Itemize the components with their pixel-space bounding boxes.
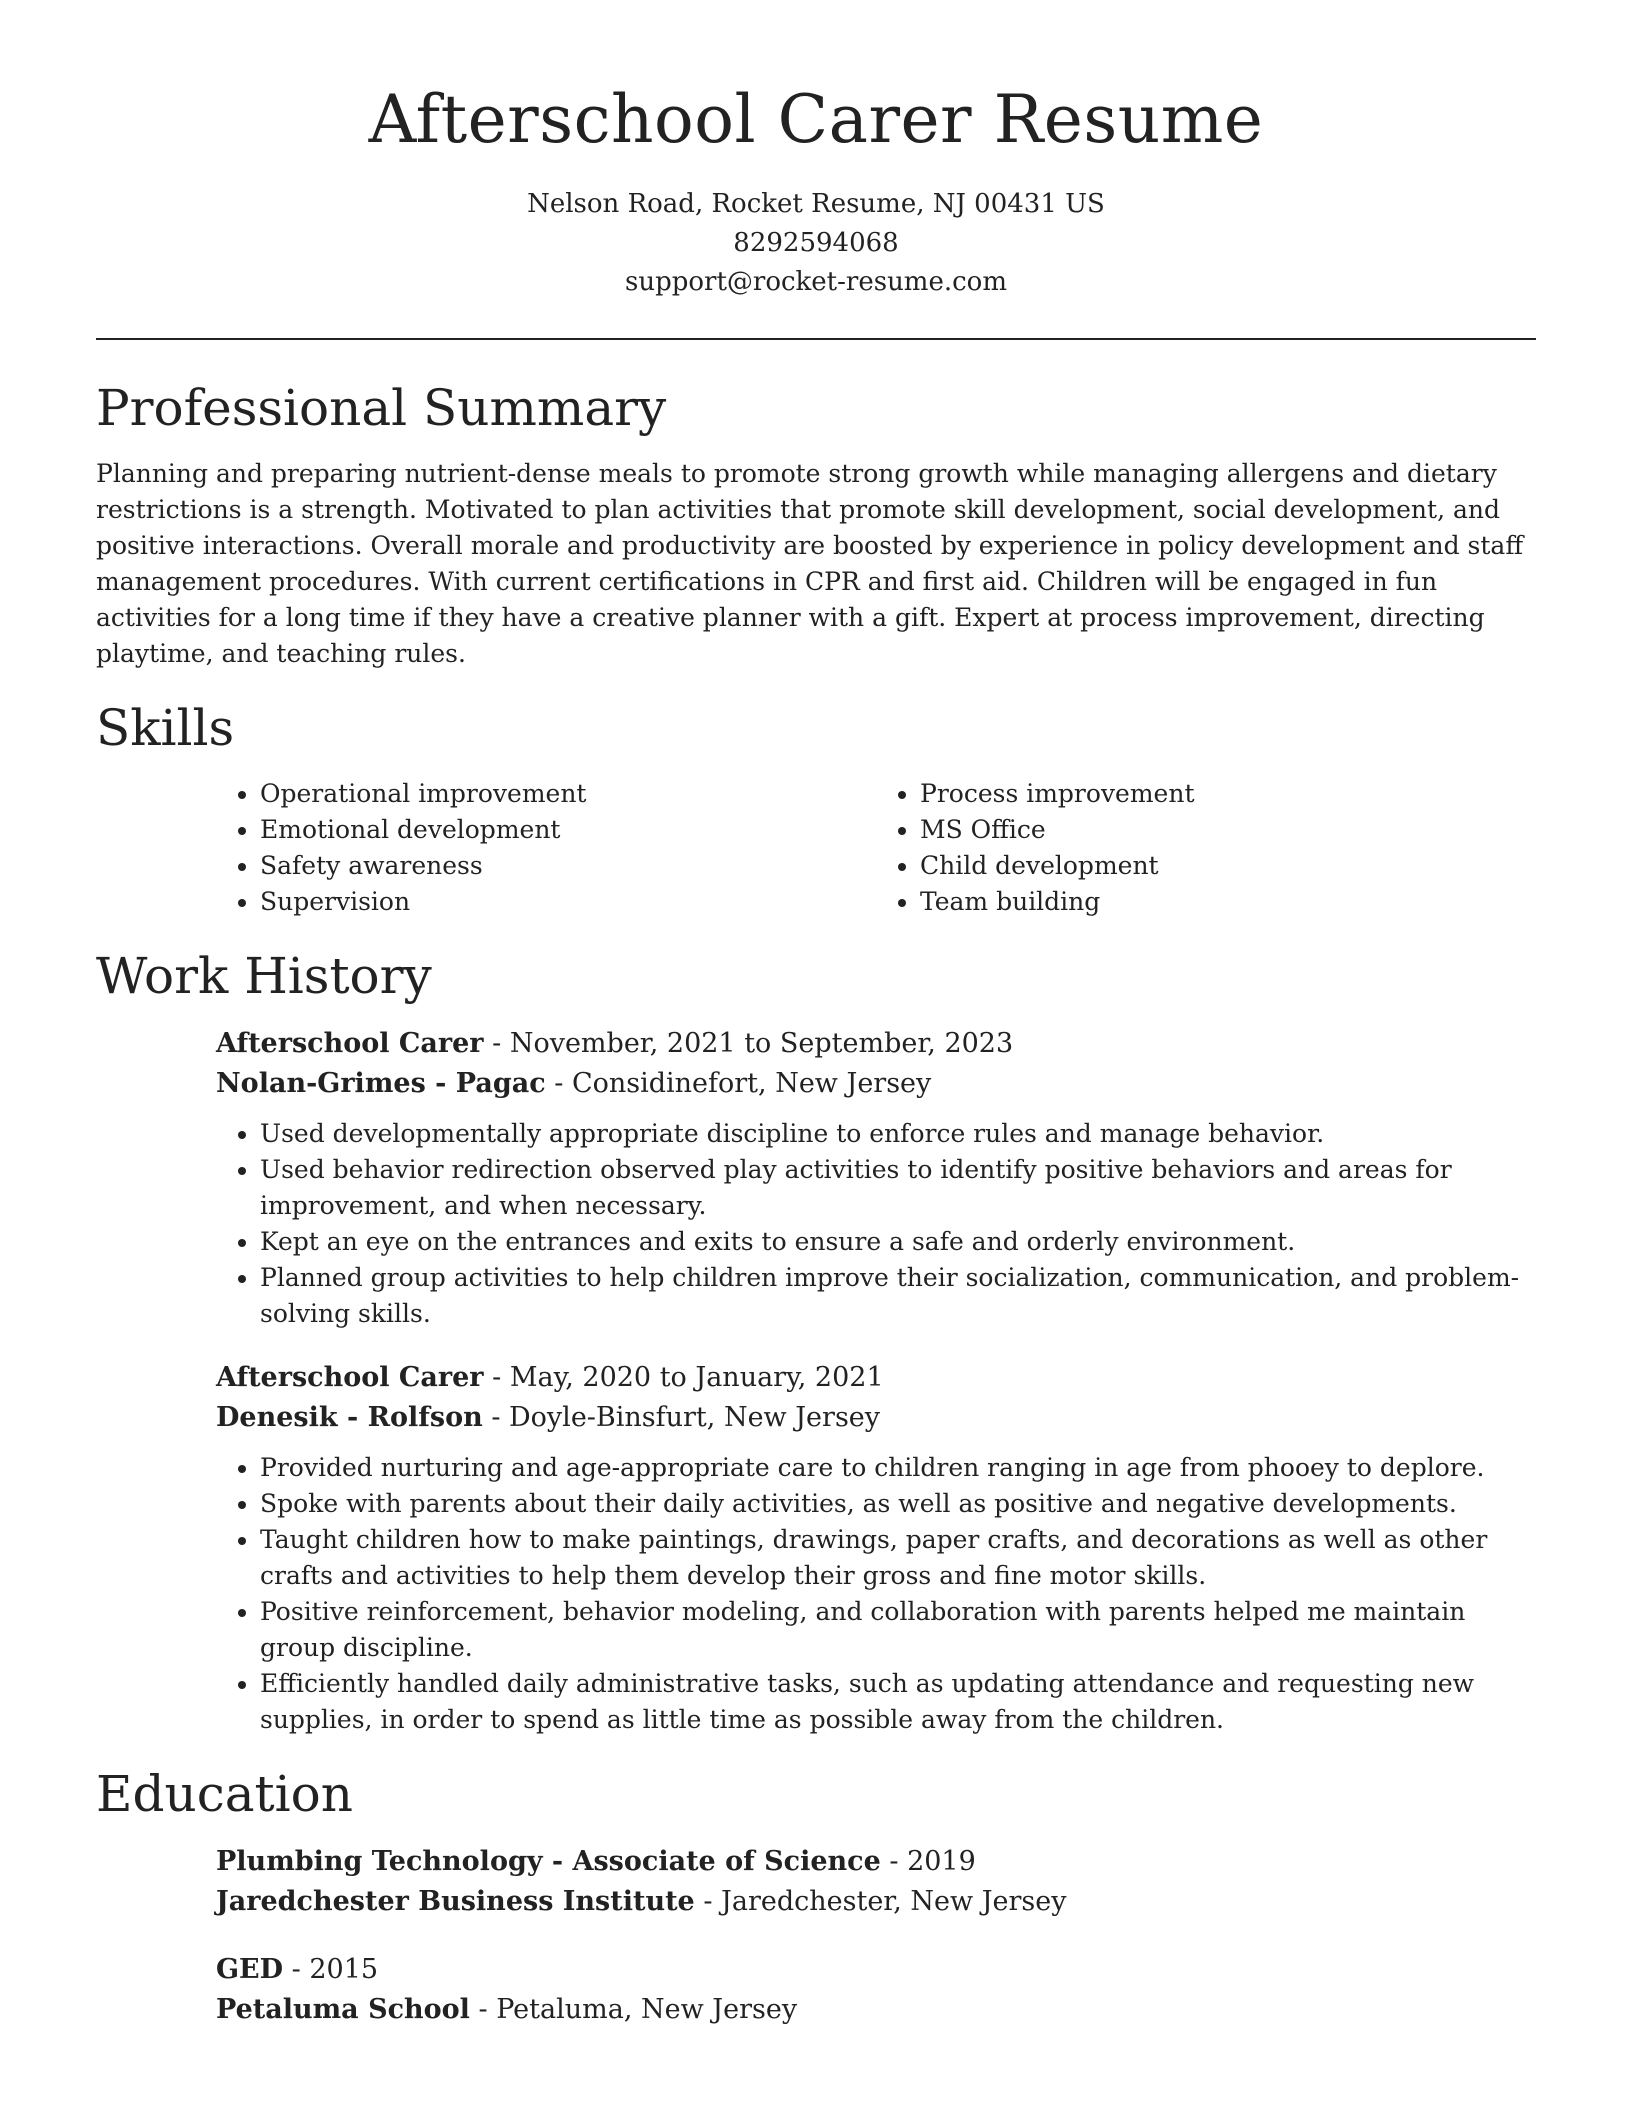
job-bullet: • Provided nurturing and age-appropriate care to children ranging in age from phooey to deplore.: [260, 1450, 1536, 1486]
job-bullet: • Used behavior redirection observed play activities to identify positive behaviors and areas for improvement, and when necessary.: [260, 1152, 1536, 1224]
job-company: Denesik - Rolfson: [216, 1402, 483, 1434]
school-location: - Petaluma, New Jersey: [469, 1994, 798, 2026]
job-company: Nolan-Grimes - Pagac: [216, 1068, 546, 1100]
job-dates: - November, 2021 to September, 2023: [483, 1028, 1014, 1060]
resume-title: Afterschool Carer Resume: [368, 81, 1264, 158]
skill-item: • Child development: [920, 848, 1536, 884]
work-history-heading: Work History: [96, 947, 432, 1006]
skills-section: [96, 698, 1536, 920]
job-company-line: [216, 1398, 1536, 1438]
contact-info: [96, 185, 1536, 302]
skills-heading: Skills: [96, 699, 235, 758]
education-entry: [216, 1950, 1536, 2030]
skill-item: • Emotional development: [260, 812, 876, 848]
skills-column-right: [876, 776, 1536, 920]
job-bullet: • Spoke with parents about their daily activities, as well as positive and negative developments.: [260, 1486, 1536, 1522]
degree: Plumbing Technology - Associate of Science: [216, 1846, 881, 1878]
degree-line: [216, 1950, 1536, 1990]
phone: 8292594068: [733, 228, 899, 259]
school-location: - Jaredchester, New Jersey: [694, 1886, 1067, 1918]
school: Petaluma School: [216, 1994, 470, 2026]
job-bullet: • Planned group activities to help children improve their socialization, communication, and problem-solving skills.: [260, 1260, 1536, 1332]
job-location: - Considinefort, New Jersey: [545, 1068, 932, 1100]
email: support@rocket-resume.com: [624, 267, 1007, 298]
degree-year: - 2015: [283, 1954, 379, 1986]
job-title-line: [216, 1024, 1536, 1064]
job-bullet: • Taught children how to make paintings, drawings, paper crafts, and decorations as well as other crafts and activities to help them develop their gross and fine motor skills.: [260, 1522, 1536, 1594]
work-history-section: [96, 946, 1536, 1738]
education-section: [96, 1764, 1536, 2030]
education-heading: Education: [96, 1765, 353, 1824]
skill-item: • Safety awareness: [260, 848, 876, 884]
job-entry: [216, 1024, 1536, 1332]
skill-item: • Team building: [920, 884, 1536, 920]
job-bullet: • Kept an eye on the entrances and exits to ensure a safe and orderly environment.: [260, 1224, 1536, 1260]
school: Jaredchester Business Institute: [216, 1886, 695, 1918]
degree-line: [216, 1842, 1536, 1882]
degree-year: - 2019: [880, 1846, 976, 1878]
summary-heading: Professional Summary: [96, 379, 667, 438]
job-bullet: • Used developmentally appropriate discipline to enforce rules and manage behavior.: [260, 1116, 1536, 1152]
job-bullet: • Positive reinforcement, behavior modeling, and collaboration with parents helped me maintain group discipline.: [260, 1594, 1536, 1666]
skill-item: • Supervision: [260, 884, 876, 920]
address: Nelson Road, Rocket Resume, NJ 00431 US: [527, 189, 1105, 220]
summary-section: [96, 378, 1536, 672]
job-title: Afterschool Carer: [216, 1028, 484, 1060]
summary-text: Planning and preparing nutrient-dense meals to promote strong growth while managing allergens and dietary restrictions is a strength. Motivated to plan activities that promote skill development, social development, and positive interactions. Overall morale and productivity are boosted by experience in policy development and staff management procedures. With current certifications in CPR and first aid. Children will be engaged in fun activities for a long time if they have a creative planner with a gift. Expert at process improvement, directing playtime, and teaching rules.: [96, 459, 1524, 669]
skill-item: • Process improvement: [920, 776, 1536, 812]
job-title-line: [216, 1358, 1536, 1398]
resume-header: [96, 80, 1536, 302]
job-bullet: • Efficiently handled daily administrative tasks, such as updating attendance and requesting new supplies, in order to spend as little time as possible away from the children.: [260, 1666, 1536, 1738]
skill-item: • MS Office: [920, 812, 1536, 848]
job-bullets: [96, 1116, 1536, 1332]
job-location: - Doyle-Binsfurt, New Jersey: [482, 1402, 881, 1434]
skills-list: [216, 776, 1536, 920]
school-line: [216, 1882, 1536, 1922]
job-bullets: [96, 1450, 1536, 1738]
job-company-line: [216, 1064, 1536, 1104]
header-divider: [96, 338, 1536, 340]
education-entry: [216, 1842, 1536, 1922]
skill-item: • Operational improvement: [260, 776, 876, 812]
skills-column-left: [216, 776, 876, 920]
school-line: [216, 1990, 1536, 2030]
degree: GED: [216, 1954, 284, 1986]
job-title: Afterschool Carer: [216, 1362, 484, 1394]
job-entry: [216, 1358, 1536, 1738]
job-dates: - May, 2020 to January, 2021: [483, 1362, 884, 1394]
